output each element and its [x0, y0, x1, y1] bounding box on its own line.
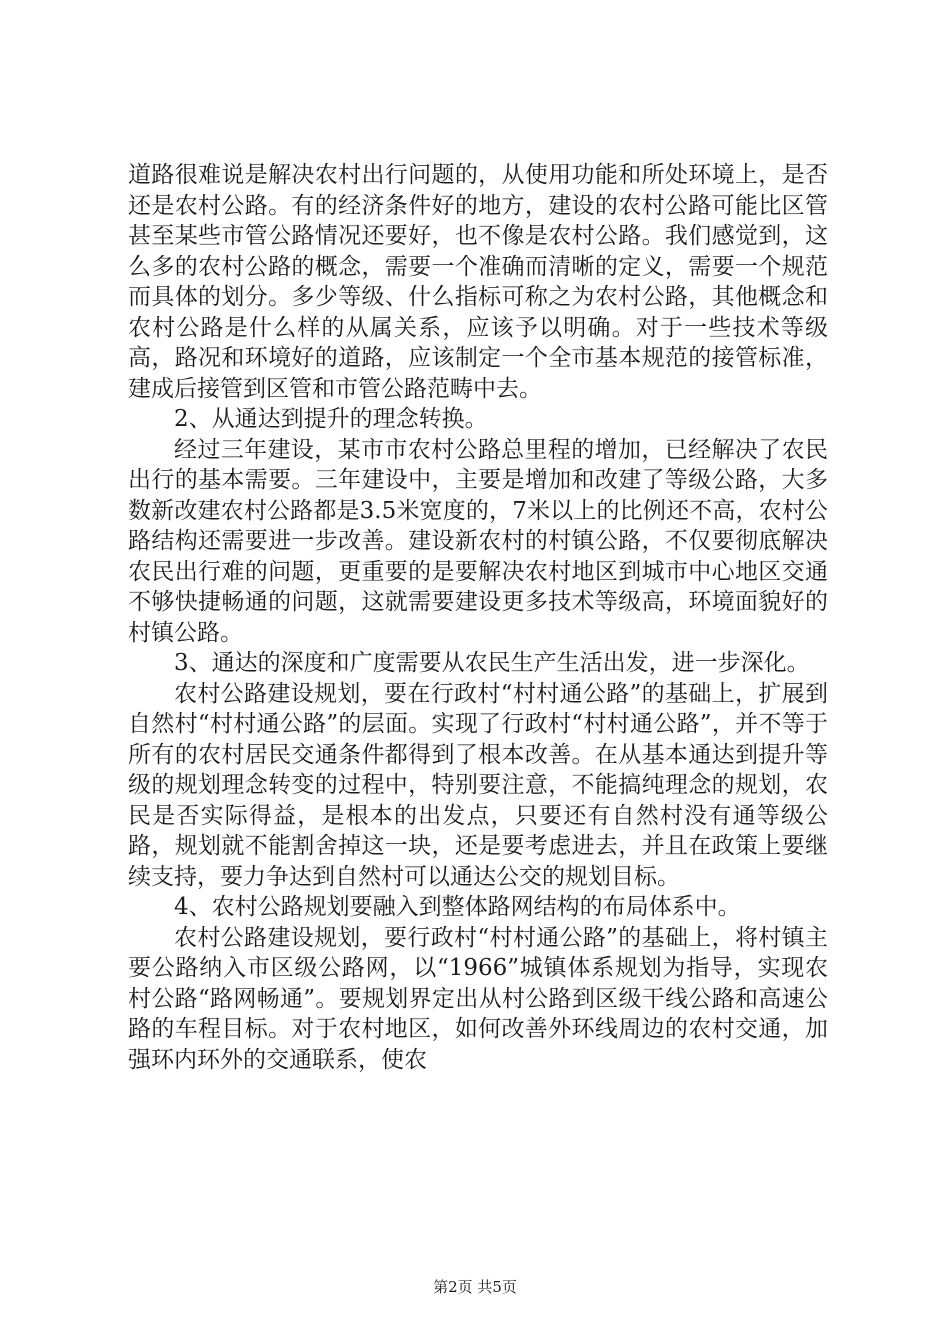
section-heading-3: 3、通达的深度和广度需要从农民生产生活出发，进一步深化。	[174, 650, 810, 676]
section-heading-2: 2、从通达到提升的理念转换。	[174, 406, 488, 432]
document-body	[128, 160, 828, 1075]
body-paragraph: 农村公路建设规划，要行政村“村村通公路”的基础上，将村镇主要公路纳入市区级公路网，以“1966”城镇体系规划为指导，实现农村公路“路网畅通”。要规划界定出从村公路到区级干线公路和高速公路的车程目标。对于农村地区，如何改善外环线周边的农村交通，加强环内环外的交通联系，使农	[128, 924, 828, 1073]
body-paragraph: 经过三年建设，某市市农村公路总里程的增加，已经解决了农民出行的基本需要。三年建设中，主要是增加和改建了等级公路，大多数新改建农村公路都是3.5米宽度的，7米以上的比例还不高，农村公路结构还需要进一步改善。建设新农村的村镇公路，不仅要彻底解决农民出行难的问题，更重要的是要解决农村地区到城市中心地区交通不够快捷畅通的问题，这就需要建设更多技术等级高，环境面貌好的村镇公路。	[128, 436, 828, 646]
section-heading-4: 4、农村公路规划要融入到整体路网结构的布局体系中。	[174, 894, 741, 920]
page-footer: 第2页 共5页	[433, 1278, 517, 1296]
body-paragraph: 农村公路建设规划，要在行政村“村村通公路”的基础上，扩展到自然村“村村通公路”的层面。实现了行政村“村村通公路”，并不等于所有的农村居民交通条件都得到了根本改善。在从基本通达到提升等级的规划理念转变的过程中，特别要注意，不能搞纯理念的规划，农民是否实际得益，是根本的出发点，只要还有自然村没有通等级公路，规划就不能割舍掉这一块，还是要考虑进去，并且在政策上要继续支持，要力争达到自然村可以通达公交的规划目标。	[128, 680, 828, 890]
body-paragraph-continued: 道路很难说是解决农村出行问题的，从使用功能和所处环境上，是否还是农村公路。有的经济条件好的地方，建设的农村公路可能比区管甚至某些市管公路情况还要好，也不像是农村公路。我们感觉到，这么多的农村公路的概念，需要一个准确而清晰的定义，需要一个规范而具体的划分。多少等级、什么指标可称之为农村公路，其他概念和农村公路是什么样的从属关系，应该予以明确。对于一些技术等级高，路况和环境好的道路，应该制定一个全市基本规范的接管标准，建成后接管到区管和市管公路范畴中去。	[128, 162, 828, 402]
